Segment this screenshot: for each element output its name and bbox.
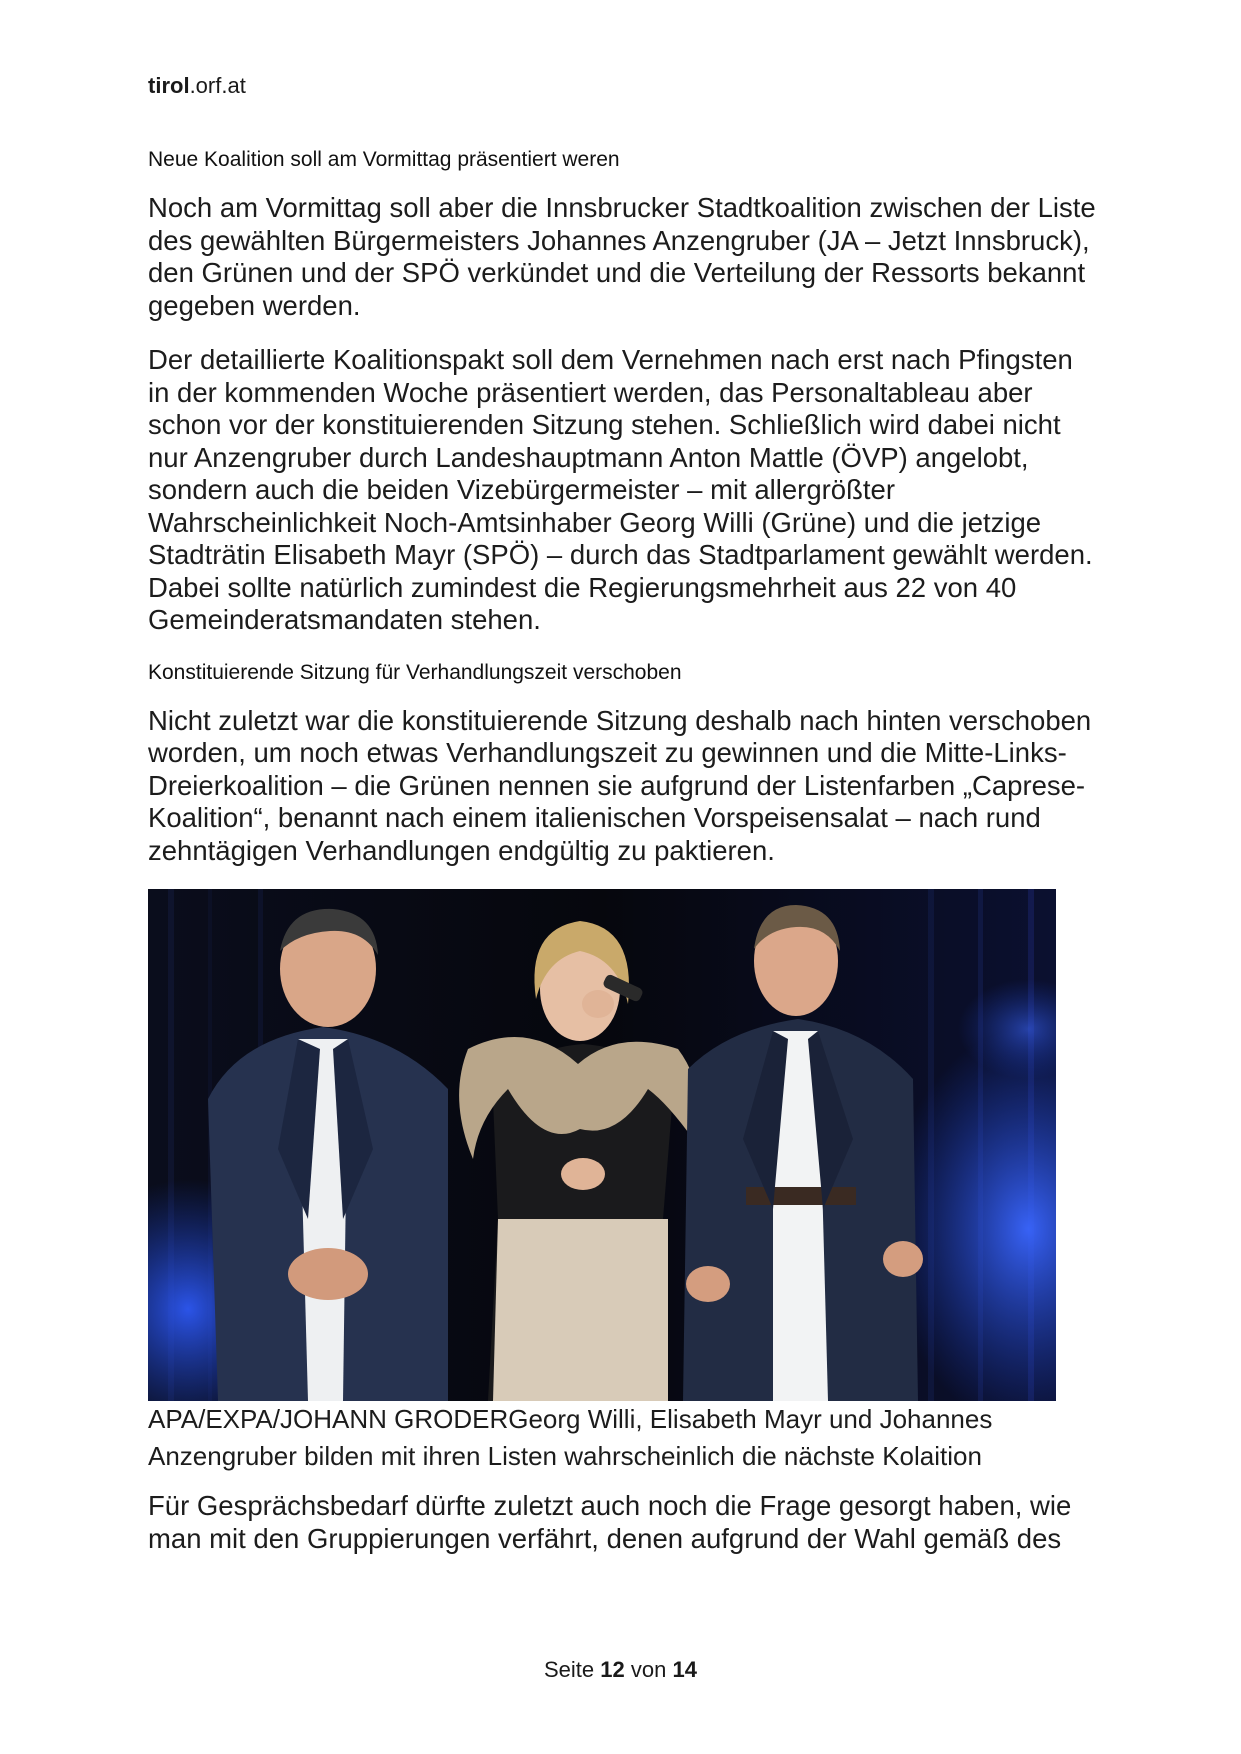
- site-name-bold: tirol: [148, 73, 190, 98]
- paragraph: Für Gesprächsbedarf dürfte zuletzt auch noch die Frage gesorgt haben, wie man mit den Gruppierungen verfährt, denen aufgrund der Wahl gemäß des: [148, 1490, 1072, 1554]
- section-heading: Konstituierende Sitzung für Verhandlungszeit verschoben: [148, 660, 682, 684]
- footer-middle: von: [630, 1657, 667, 1682]
- footer-prefix: Seite: [544, 1657, 595, 1682]
- site-header: [148, 73, 246, 99]
- site-domain: .orf.at: [189, 73, 246, 98]
- section-heading: Neue Koalition soll am Vormittag präsentiert weren: [148, 148, 620, 171]
- article-photo: [148, 889, 1056, 1401]
- paragraph: Nicht zuletzt war die konstituierende Sitzung deshalb nach hinten verschoben worden, um noch etwas Verhandlungszeit zu gewinnen und die Mitte-Links-Dreierkoalition – die Grünen nennen sie aufgrund der Listenfarben „Caprese-Koalition“, benannt nach einem italienischen Vorspeisensalat – nach rund zehntägigen Verhandlungen endgültig zu paktieren.: [148, 704, 1092, 866]
- total-page-count: 14: [672, 1657, 697, 1682]
- paragraph: Noch am Vormittag soll aber die Innsbrucker Stadtkoalition zwischen der Liste des gewählten Bürgermeisters Johannes Anzengruber (JA – Jetzt Innsbruck), den Grünen und der SPÖ verkündet und die Verteilung der Ressorts bekannt gegeben werden.: [148, 192, 1096, 321]
- current-page-number: 12: [600, 1657, 625, 1682]
- paragraph: Der detaillierte Koalitionspakt soll dem Vernehmen nach erst nach Pfingsten in der kommenden Woche präsentiert werden, das Personaltableau aber schon vor der konstituierenden Sitzung stehen. Schließlich wird dabei nicht nur Anzengruber durch Landeshauptmann Anton Mattle (ÖVP) angelobt, sondern auch die beiden Vizebürgermeister – mit allergrößter Wahrscheinlichkeit Noch-Amtsinhaber Georg Willi (Grüne) und die jetzige Stadträtin Elisabeth Mayr (SPÖ) – durch das Stadtparlament gewählt werden. Dabei sollte natürlich zumindest die Regierungsmehrheit aus 22 von 40 Gemeinderatsmandaten stehen.: [148, 344, 1093, 635]
- page-footer: [0, 1657, 1241, 1683]
- photo-caption: APA/EXPA/JOHANN GRODERGeorg Willi, Elisabeth Mayr und Johannes Anzengruber bilden mit ihren Listen wahrscheinlich die nächste Kolaition: [148, 1404, 993, 1471]
- article-body: [148, 146, 1098, 1577]
